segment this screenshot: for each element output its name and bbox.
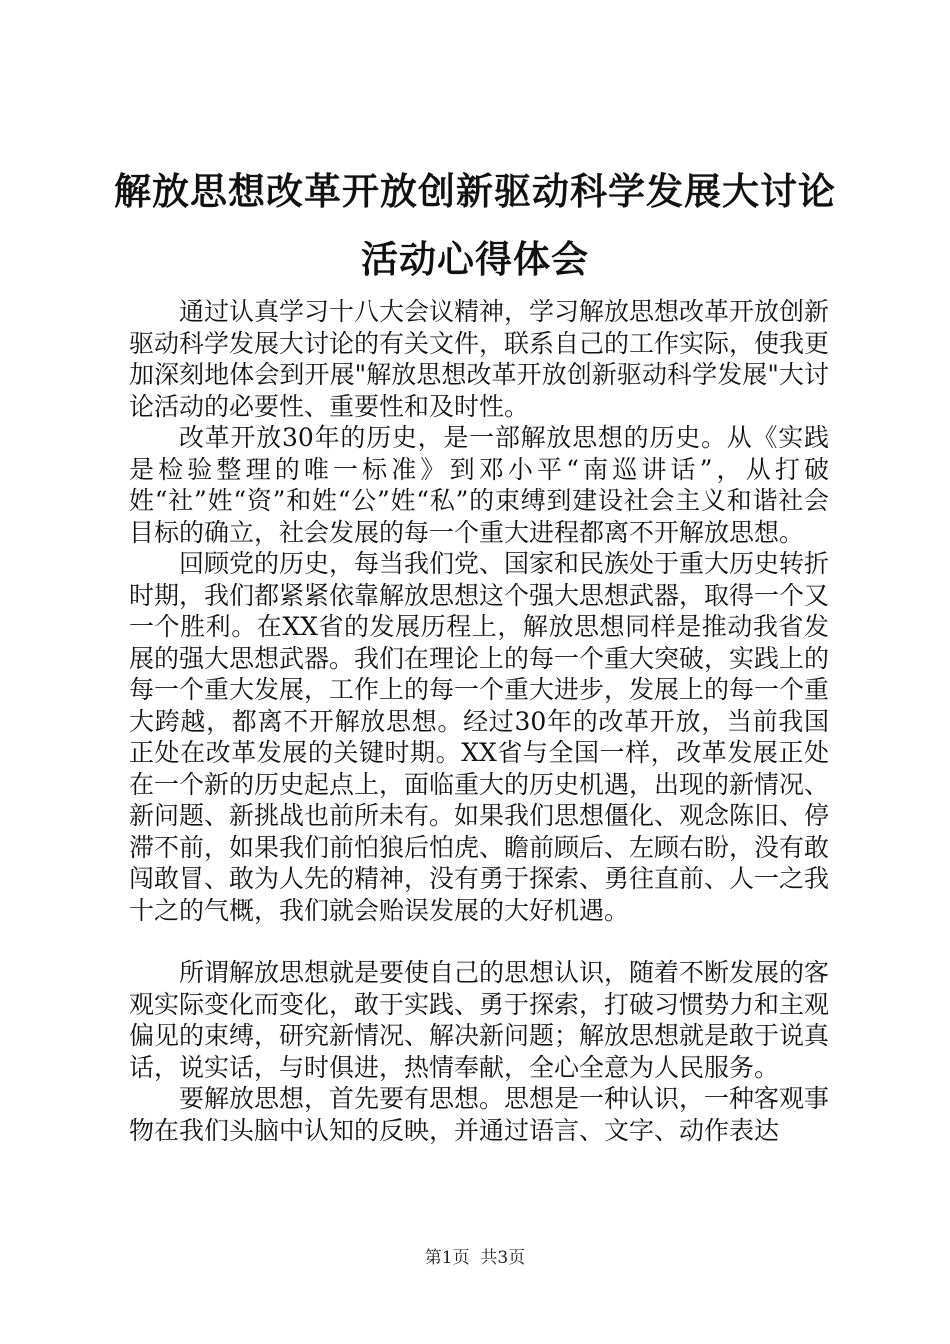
document-title: 解放思想改革开放创新驱动科学发展大讨论活动心得体会: [114, 170, 836, 281]
page-footer: [0, 1247, 950, 1269]
paragraph-3: 回顾党的历史，每当我们党、国家和民族处于重大历史转折时期，我们都紧紧依靠解放思想这个强大思想武器，取得一个又一个胜利。在XX省的发展历程上，解放思想同样是推动我省发展的强大思想武器。我们在理论上的每一个重大突破，实践上的每一个重大发展，工作上的每一个重大进步，发展上的每一个重大跨越，都离不开解放思想。经过30年的改革开放，当前我国正处在改革发展的关键时期。XX省与全国一样，改革发展正处在一个新的历史起点上，面临重大的历史机遇，出现的新情况、新问题、新挑战也前所未有。如果我们思想僵化、观念陈旧、停滞不前，如果我们前怕狼后怕虎、瞻前顾后、左顾右盼，没有敢闯敢冒、敢为人先的精神，没有勇于探索、勇往直前、人一之我十之的气概，我们就会贻误发展的大好机遇。: [129, 549, 830, 925]
paragraph-4: 所谓解放思想就是要使自己的思想认识，随着不断发展的客观实际变化而变化，敢于实践、勇于探索，打破习惯势力和主观偏见的束缚，研究新情况、解决新问题；解放思想就是敢于说真话，说实话，与时俱进，热情奉献，全心全意为人民服务。: [129, 958, 830, 1082]
paragraph-1: 通过认真学习十八大会议精神，学习解放思想改革开放创新驱动科学发展大讨论的有关文件，联系自己的工作实际，使我更加深刻地体会到开展"解放思想改革开放创新驱动科学发展"大讨论活动的必要性、重要性和及时性。: [129, 297, 830, 421]
paragraph-5: 要解放思想，首先要有思想。思想是一种认识，一种客观事物在我们头脑中认知的反映，并通过语言、文字、动作表达: [129, 1084, 830, 1145]
page-number: 第1页: [424, 1248, 470, 1268]
page-total: 共3页: [480, 1248, 526, 1268]
document-body: [129, 296, 829, 1146]
paragraph-2: 改革开放30年的历史，是一部解放思想的历史。从《实践是检验整理的唯一标准》到邓小平“南巡讲话”，从打破姓“社”姓“资”和姓“公”姓“私”的束缚到建设社会主义和谐社会目标的确立，社会发展的每一个重大进程都离不开解放思想。: [129, 423, 829, 547]
